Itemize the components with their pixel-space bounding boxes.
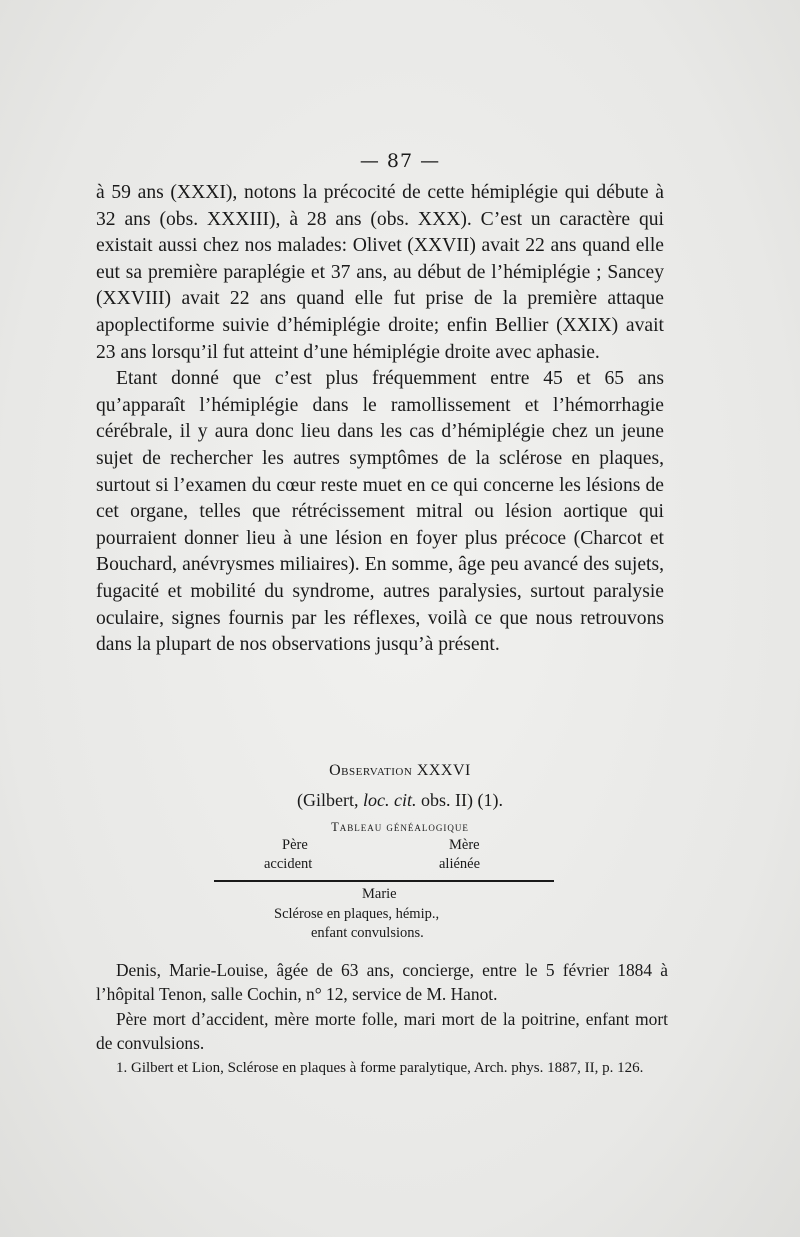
father-note: accident	[264, 856, 313, 872]
child-line-2: enfant convulsions.	[311, 925, 424, 941]
page-number: — 87 —	[359, 150, 441, 172]
marriage-line	[214, 880, 554, 882]
paragraph-2: Etant donné que c’est plus fréquemment entre 45 et 65 ans qu’apparaît l’hémiplégie dans le ramollissement et l’hémorrhagie cérébrale, il y aura donc lieu dans les cas d’hémiplégie chez un jeune sujet de rechercher les autres symptômes de la sclérose en plaques, surtout si l’examen du cœur reste muet en ce qui concerne les lésions de cet organe, telles que rétrécissement mitral ou lésion aortique qui pourraient donner lieu à une lésion en foyer plus précoce (Charcot et Bouchard, anévrysmes miliaires). En somme, âge peu avancé des sujets, fugacité et mobilité du syndrome, autres paralysies, surtout paralysie oculaire, signes fournis par les réflexes, voilà ce que nous retrouvons dans la plupart de nos observations jusqu’à présent.	[96, 368, 664, 656]
case-paragraph-2: Père mort d’accident, mère morte folle, mari mort de la poitrine, enfant mort de convulsions.	[96, 1008, 668, 1054]
ref-author: (Gilbert,	[297, 790, 363, 810]
mother-label: Mère	[449, 837, 480, 853]
child-line-1: Sclérose en plaques, hémip.,	[274, 906, 440, 922]
footnote-text: 1. Gilbert et Lion, Sclérose en plaques à forme paralytique, Arch. phys. 1887, II, p. 126.	[116, 1060, 644, 1076]
body-text	[96, 180, 664, 659]
observation-title: Observation XXXVI	[329, 762, 471, 779]
case-text	[96, 958, 668, 1056]
genealogy-title: Tableau généalogique	[331, 820, 469, 834]
footnote	[96, 1058, 668, 1079]
paragraph-1: à 59 ans (XXXI), notons la précocité de cette hémiplégie qui débute à 32 ans (obs. XXXIII), à 28 ans (obs. XXX). C’est un caractère qui existait aussi chez nos malades: Olivet (XXVII) avait 22 ans quand elle eut sa première paraplégie et 37 ans, au début de l’hémiplégie ; Sancey (XXVIII) avait 22 ans quand elle fut prise de la première attaque apoplectiforme suivie d’hémiplégie droite; enfin Bellier (XXIX) avait 23 ans lorsqu’il fut atteint d’une hémiplégie droite avec aphasie.	[96, 182, 664, 363]
observation-reference	[0, 790, 800, 811]
ref-rest: obs. II) (1).	[416, 790, 503, 810]
genealogy-tree	[0, 836, 800, 946]
case-paragraph-1: Denis, Marie-Louise, âgée de 63 ans, concierge, entre le 5 février 1884 à l’hôpital Tenon, salle Cochin, n° 12, service de M. Hanot.	[96, 960, 668, 1005]
child-name: Marie	[362, 886, 397, 902]
mother-note: aliénée	[439, 856, 481, 872]
ref-loc-cit: loc. cit.	[363, 790, 417, 810]
father-label: Père	[282, 837, 308, 853]
